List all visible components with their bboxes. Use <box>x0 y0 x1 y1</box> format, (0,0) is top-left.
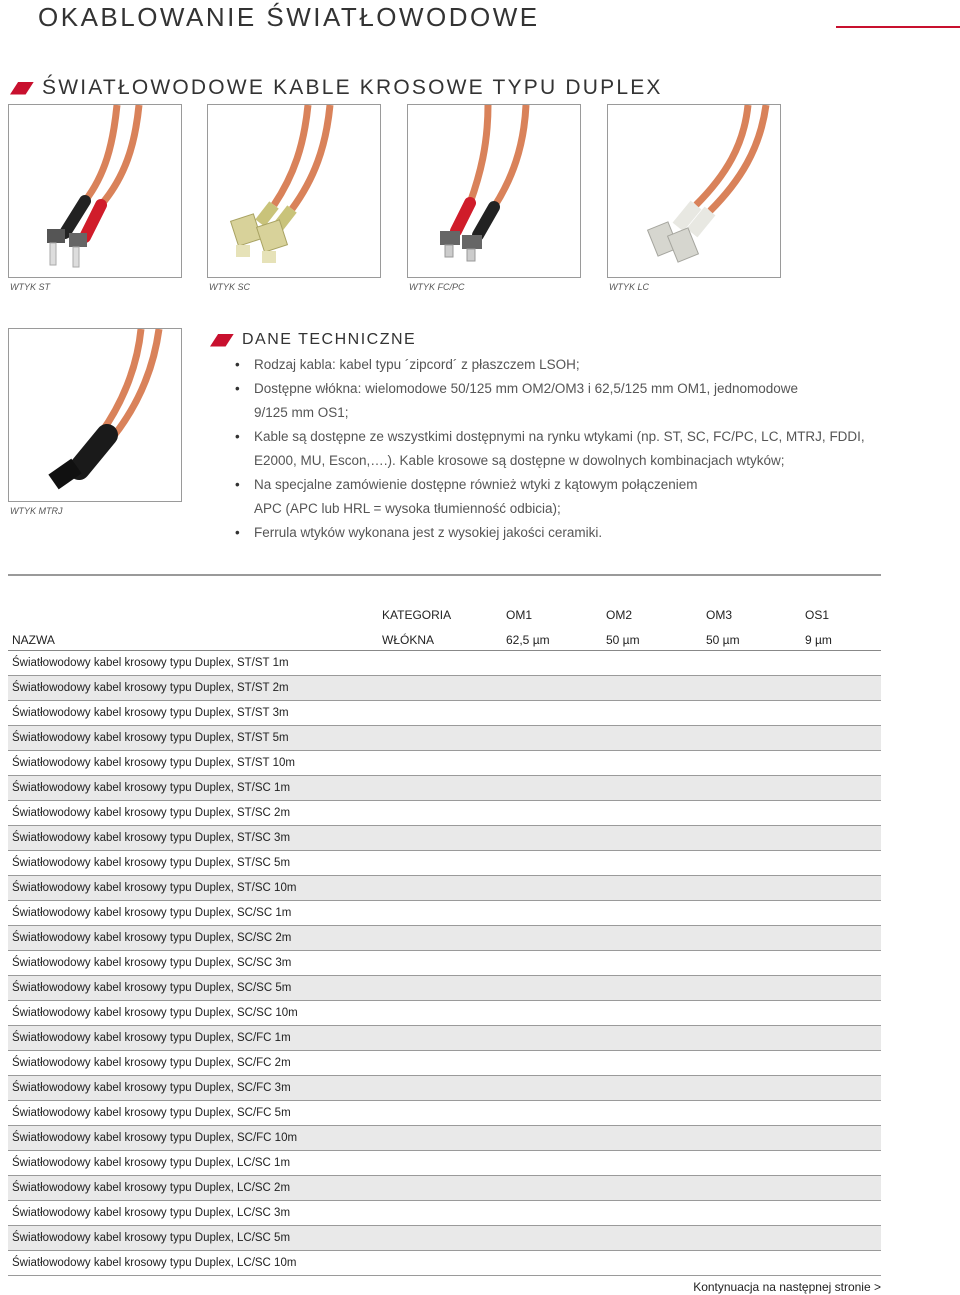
technical-data <box>210 330 910 545</box>
fcpc-connector-icon <box>408 105 580 277</box>
table-row: Światłowodowy kabel krosowy typu Duplex, LC/SC 5m <box>8 1226 881 1251</box>
tech-item: • Rodzaj kabla: kabel typu ´zipcord´ z płaszczem LSOH; <box>210 353 910 377</box>
table-row: Światłowodowy kabel krosowy typu Duplex, SC/SC 2m <box>8 926 881 951</box>
table-row: Światłowodowy kabel krosowy typu Duplex, SC/SC 5m <box>8 976 881 1001</box>
table-row: Światłowodowy kabel krosowy typu Duplex, SC/FC 1m <box>8 1026 881 1051</box>
tech-item: • Kable są dostępne ze wszystkimi dostępnymi na rynku wtykami (np. ST, SC, FC/PC, LC, MTRJ, FDDI, E2000, MU, Escon,….). Kable krosowe są dostępne w dowolnych kombinacjach wtyków; <box>210 425 910 473</box>
section-title <box>10 74 663 102</box>
product-caption-lc: WTYK LC <box>609 282 650 292</box>
product-caption-sc: WTYK SC <box>209 282 251 292</box>
product-caption-st: WTYK ST <box>10 282 50 292</box>
table-row: Światłowodowy kabel krosowy typu Duplex, SC/FC 5m <box>8 1101 881 1126</box>
product-caption-fcpc: WTYK FC/PC <box>409 282 465 292</box>
technical-data-title: DANE TECHNICZNE <box>242 331 417 348</box>
table-row: Światłowodowy kabel krosowy typu Duplex, ST/ST 3m <box>8 701 881 726</box>
product-image-fcpc <box>407 104 581 278</box>
tech-item: • Dostępne włókna: wielomodowe 50/125 mm OM2/OM3 i 62,5/125 mm OM1, jednomodowe 9/125 mm OS1; <box>210 377 910 425</box>
header-rule <box>8 650 881 651</box>
category-label: KATEGORIA <box>382 608 452 622</box>
products-table <box>8 574 881 1276</box>
table-row: Światłowodowy kabel krosowy typu Duplex, SC/SC 3m <box>8 951 881 976</box>
section-bullet-icon <box>10 82 34 95</box>
tech-item: • Ferrula wtyków wykonana jest z wysokiej jakości ceramiki. <box>210 521 910 545</box>
name-header: NAZWA <box>12 633 55 647</box>
lc-connector-icon <box>608 105 780 277</box>
page-title: OKABLOWANIE ŚWIATŁOWODOWE <box>38 2 540 32</box>
table-row: Światłowodowy kabel krosowy typu Duplex, LC/SC 1m <box>8 1151 881 1176</box>
title-rule <box>836 26 960 28</box>
technical-data-list <box>210 353 910 545</box>
table-row: Światłowodowy kabel krosowy typu Duplex, ST/ST 10m <box>8 751 881 776</box>
table-row: Światłowodowy kabel krosowy typu Duplex, ST/SC 5m <box>8 851 881 876</box>
product-image-st <box>8 104 182 278</box>
column-fiber-om1: 62,5 µm <box>506 633 550 647</box>
product-caption-mtrj: WTYK MTRJ <box>10 506 63 516</box>
table-row: Światłowodowy kabel krosowy typu Duplex, SC/SC 1m <box>8 901 881 926</box>
table-row: Światłowodowy kabel krosowy typu Duplex, ST/SC 3m <box>8 826 881 851</box>
tech-item: • Na specjalne zamówienie dostępne również wtyki z kątowym połączeniem APC (APC lub HRL = wysoka tłumienność odbicia); <box>210 473 910 521</box>
table-row: Światłowodowy kabel krosowy typu Duplex, LC/SC 10m <box>8 1251 881 1276</box>
table-body <box>8 651 881 1276</box>
table-row: Światłowodowy kabel krosowy typu Duplex, ST/ST 5m <box>8 726 881 751</box>
column-category-om1: OM1 <box>506 608 533 622</box>
table-row: Światłowodowy kabel krosowy typu Duplex, SC/FC 3m <box>8 1076 881 1101</box>
table-row: Światłowodowy kabel krosowy typu Duplex, ST/ST 1m <box>8 651 881 676</box>
column-category-om3: OM3 <box>706 608 733 622</box>
table-row: Światłowodowy kabel krosowy typu Duplex, ST/SC 2m <box>8 801 881 826</box>
table-row: Światłowodowy kabel krosowy typu Duplex, SC/FC 2m <box>8 1051 881 1076</box>
continue-link[interactable]: Kontynuacja na następnej stronie > <box>693 1280 881 1294</box>
table-row: Światłowodowy kabel krosowy typu Duplex, ST/ST 2m <box>8 676 881 701</box>
column-fiber-om3: 50 µm <box>706 633 740 647</box>
product-image-mtrj <box>8 328 182 502</box>
table-row: Światłowodowy kabel krosowy typu Duplex, SC/FC 10m <box>8 1126 881 1151</box>
table-row: Światłowodowy kabel krosowy typu Duplex, SC/SC 10m <box>8 1001 881 1026</box>
sc-connector-icon <box>208 105 380 277</box>
column-category-om2: OM2 <box>606 608 633 622</box>
table-row: Światłowodowy kabel krosowy typu Duplex, ST/SC 10m <box>8 876 881 901</box>
column-category-os1: OS1 <box>805 608 830 622</box>
product-image-lc <box>607 104 781 278</box>
table-row: Światłowodowy kabel krosowy typu Duplex, LC/SC 3m <box>8 1201 881 1226</box>
technical-data-heading <box>210 330 910 350</box>
column-fiber-om2: 50 µm <box>606 633 640 647</box>
table-row: Światłowodowy kabel krosowy typu Duplex, LC/SC 2m <box>8 1176 881 1201</box>
section-title-text: ŚWIATŁOWODOWE KABLE KROSOWE TYPU DUPLEX <box>42 76 663 99</box>
mtrj-connector-icon <box>9 329 181 501</box>
fiber-label: WŁÓKNA <box>382 633 435 647</box>
table-header <box>8 576 881 651</box>
st-connector-icon <box>9 105 181 277</box>
column-fiber-os1: 9 µm <box>805 633 832 647</box>
product-image-sc <box>207 104 381 278</box>
table-row: Światłowodowy kabel krosowy typu Duplex, ST/SC 1m <box>8 776 881 801</box>
heading-bullet-icon <box>210 334 234 347</box>
